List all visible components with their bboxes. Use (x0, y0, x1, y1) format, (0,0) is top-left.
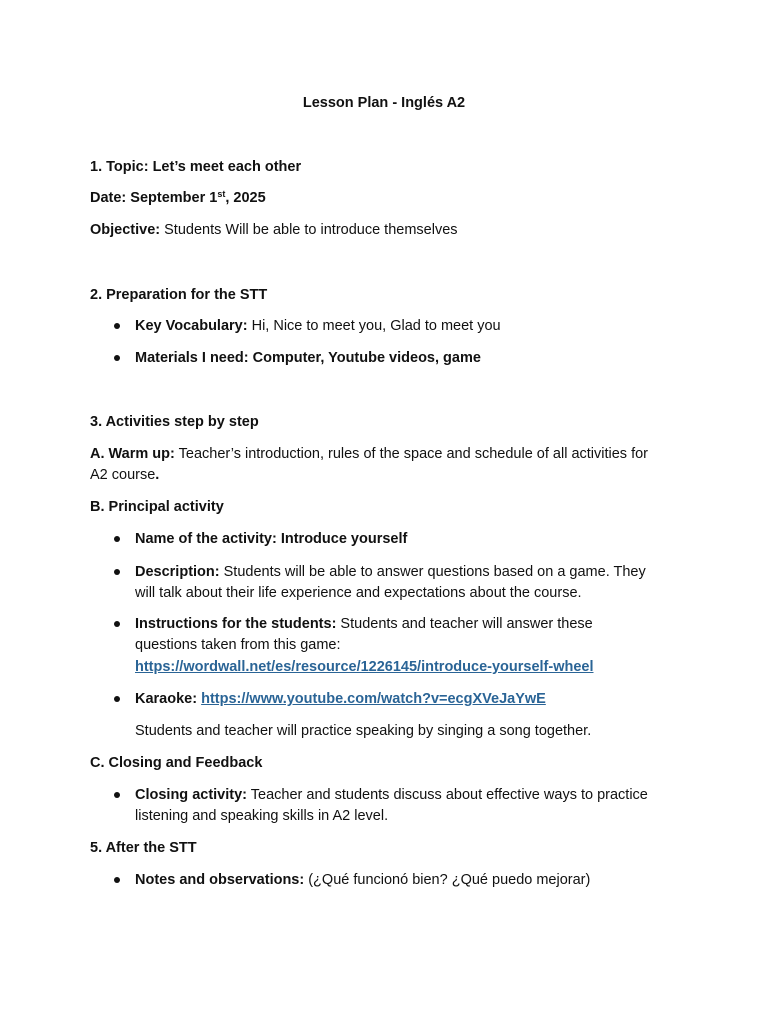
vocabulary-item (135, 316, 501, 336)
preparation-heading: 2. Preparation for the STT (90, 287, 268, 303)
instructions-line-2: questions taken from this game: (135, 637, 341, 653)
after-stt-heading: 5. After the STT (90, 840, 197, 856)
instructions-line-1 (135, 614, 593, 634)
vocabulary-text: Hi, Nice to meet you, Glad to meet you (247, 318, 501, 334)
description-line-2: will talk about their life experience and expectations about the course. (135, 585, 582, 601)
closing-line-1 (135, 785, 648, 805)
bullet-icon (114, 621, 120, 627)
wordwall-link[interactable]: https://wordwall.net/es/resource/1226145/introduce-yourself-wheel (135, 659, 594, 675)
vocabulary-label: Key Vocabulary: (135, 318, 248, 334)
bullet-icon (114, 792, 120, 798)
youtube-link[interactable]: https://www.youtube.com/watch?v=ecgXVeJaYwE (201, 691, 546, 707)
closing-text: Teacher and students discuss about effective ways to practice (247, 787, 648, 803)
warmup-label: A. Warm up: (90, 446, 175, 462)
date-label: Date: September 1 (90, 190, 218, 206)
warmup-period: . (155, 467, 160, 483)
bullet-icon (114, 569, 120, 575)
date-suffix: st (217, 189, 226, 199)
description-line-1 (135, 562, 646, 582)
instructions-label: Instructions for the students: (135, 616, 337, 632)
principal-activity-heading: B. Principal activity (90, 499, 224, 515)
date-year: , 2025 (225, 190, 266, 206)
topic-heading: 1. Topic: Let’s meet each other (90, 159, 302, 175)
warmup-line-2 (90, 465, 159, 485)
warmup-text-continued: A2 course (90, 467, 156, 483)
karaoke-item (135, 689, 546, 709)
bullet-icon (114, 355, 120, 361)
notes-item (135, 870, 590, 890)
objective-line (90, 220, 458, 240)
closing-heading: C. Closing and Feedback (90, 755, 263, 771)
bullet-icon (114, 323, 120, 329)
activities-heading: 3. Activities step by step (90, 414, 259, 430)
description-label: Description: (135, 564, 220, 580)
date-line (90, 188, 266, 208)
wordwall-link-line (135, 657, 594, 677)
materials-item: Materials I need: Computer, Youtube videos, game (135, 350, 481, 366)
karaoke-note: Students and teacher will practice speaking by singing a song together. (135, 723, 592, 739)
bullet-icon (114, 696, 120, 702)
warmup-text: Teacher’s introduction, rules of the space and schedule of all activities for (174, 446, 648, 462)
notes-label: Notes and observations: (135, 872, 305, 888)
warmup-line-1 (90, 444, 648, 464)
notes-text: (¿Qué funcionó bien? ¿Qué puedo mejorar) (304, 872, 591, 888)
objective-label: Objective: (90, 222, 161, 238)
closing-line-2: listening and speaking skills in A2 level. (135, 808, 389, 824)
document-title: Lesson Plan - Inglés A2 (302, 95, 466, 111)
bullet-icon (114, 536, 120, 542)
objective-text: Students Will be able to introduce themselves (160, 222, 458, 238)
bullet-icon (114, 877, 120, 883)
instructions-text: Students and teacher will answer these (336, 616, 593, 632)
closing-label: Closing activity: (135, 787, 247, 803)
activity-name-item: Name of the activity: Introduce yourself (135, 531, 408, 547)
description-text: Students will be able to answer questions based on a game. They (219, 564, 646, 580)
karaoke-label: Karaoke: (135, 691, 198, 707)
